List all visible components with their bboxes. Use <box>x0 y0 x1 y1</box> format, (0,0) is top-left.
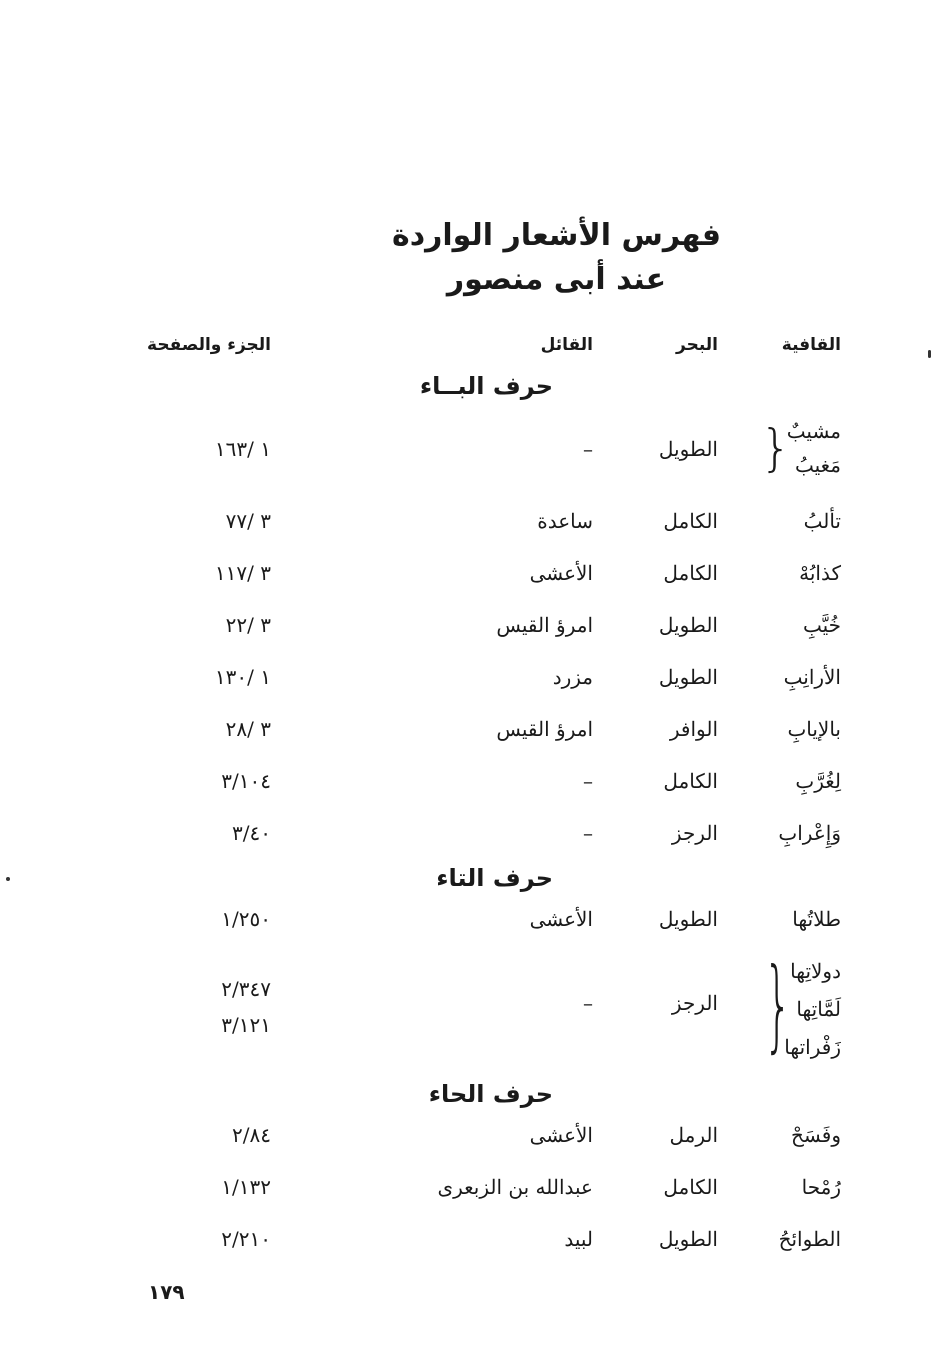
bahr-cell: الكامل <box>663 769 718 793</box>
qafia-cell: الطوائحُ <box>778 1227 841 1251</box>
header-bahr: البحر <box>676 335 718 355</box>
qail-cell: – <box>583 769 593 793</box>
qail-cell: امرؤ القيس <box>496 613 593 637</box>
ref-cell: ٣/١٢١ <box>221 1013 271 1037</box>
ref-cell: ٣/٤٠ <box>232 821 271 845</box>
ref-cell: ٢/٨٤ <box>232 1123 271 1147</box>
page-subtitle: عند أبى منصور <box>446 262 667 297</box>
qafia-cell: رُمْحا <box>801 1175 841 1199</box>
qafia-cell: لَمَّاتِها <box>796 997 841 1021</box>
qail-cell: – <box>583 991 593 1015</box>
bahr-cell: الوافر <box>669 717 718 741</box>
ref-cell: ٣ /٢٨ <box>225 717 271 741</box>
bahr-cell: الطويل <box>658 1227 718 1251</box>
bahr-cell: الطويل <box>658 665 718 689</box>
qafia-cell: وفَسَحْ <box>791 1123 841 1147</box>
scan-speck <box>928 350 931 358</box>
qail-cell: – <box>583 437 593 461</box>
qafia-cell: دولاتِها <box>790 959 841 983</box>
section-heading-ba: حرف البــاء <box>419 372 553 400</box>
ref-cell: ١/١٣٢ <box>221 1175 271 1199</box>
qafia-cell: خُيَّبِ <box>802 613 841 637</box>
bahr-cell: الرجز <box>671 821 718 845</box>
qail-cell: لبيد <box>564 1227 593 1251</box>
section-heading-ha: حرف الحاء <box>428 1080 553 1108</box>
ref-cell: ٣ /٧٧ <box>225 509 271 533</box>
qail-cell: عبدالله بن الزبعرى <box>437 1175 593 1199</box>
qafia-cell: كذابُهْ <box>799 561 841 585</box>
bahr-cell: الطويل <box>658 437 718 461</box>
qafia-cell: لِغُرَّبِ <box>795 769 841 793</box>
qafia-cell: بالإيابِ <box>787 717 841 741</box>
scan-speck <box>6 877 10 881</box>
qail-cell: – <box>583 821 593 845</box>
qafia-cell: مَغيبُ <box>794 453 841 477</box>
bahr-cell: الطويل <box>658 613 718 637</box>
qafia-cell: زَفْراتها <box>784 1035 841 1059</box>
qail-cell: مزرد <box>552 665 593 689</box>
bahr-cell: الطويل <box>658 907 718 931</box>
bahr-cell: الكامل <box>663 509 718 533</box>
qafia-cell: تألبُ <box>803 509 841 533</box>
brace-mark: } <box>763 946 793 1063</box>
brace-mark: } <box>760 419 792 477</box>
ref-cell: ٢/٣٤٧ <box>221 977 271 1001</box>
qail-cell: الأعشى <box>529 1123 593 1147</box>
qafia-cell: طلاتُها <box>792 907 841 931</box>
qafia-cell: مشيبٌ <box>786 419 841 443</box>
qail-cell: الأعشى <box>529 561 593 585</box>
bahr-cell: الرجز <box>671 991 718 1015</box>
ref-cell: ١/٢٥٠ <box>221 907 271 931</box>
bahr-cell: الكامل <box>663 561 718 585</box>
ref-cell: ١ /١٣٠ <box>214 665 271 689</box>
qail-cell: الأعشى <box>529 907 593 931</box>
ref-cell: ١ /١٦٣ <box>214 437 271 461</box>
ref-cell: ٣/١٠٤ <box>221 769 271 793</box>
page-title: فهرس الأشعار الواردة <box>391 218 721 253</box>
ref-cell: ٢/٢١٠ <box>221 1227 271 1251</box>
qafia-cell: الأرانِبِ <box>783 665 841 689</box>
qail-cell: امرؤ القيس <box>496 717 593 741</box>
header-qafia: القافية <box>781 335 841 355</box>
header-qail: القائل <box>540 335 593 355</box>
header-ref: الجزء والصفحة <box>147 335 271 355</box>
ref-cell: ٣ /١١٧ <box>214 561 271 585</box>
bahr-cell: الكامل <box>663 1175 718 1199</box>
page-number: ١٧٩ <box>148 1280 185 1304</box>
qafia-cell: وَإِعْرابِ <box>778 821 841 845</box>
section-heading-ta: حرف التاء <box>436 864 553 892</box>
bahr-cell: الرمل <box>669 1123 718 1147</box>
ref-cell: ٣ /٢٢ <box>225 613 271 637</box>
qail-cell: ساعدة <box>537 509 593 533</box>
